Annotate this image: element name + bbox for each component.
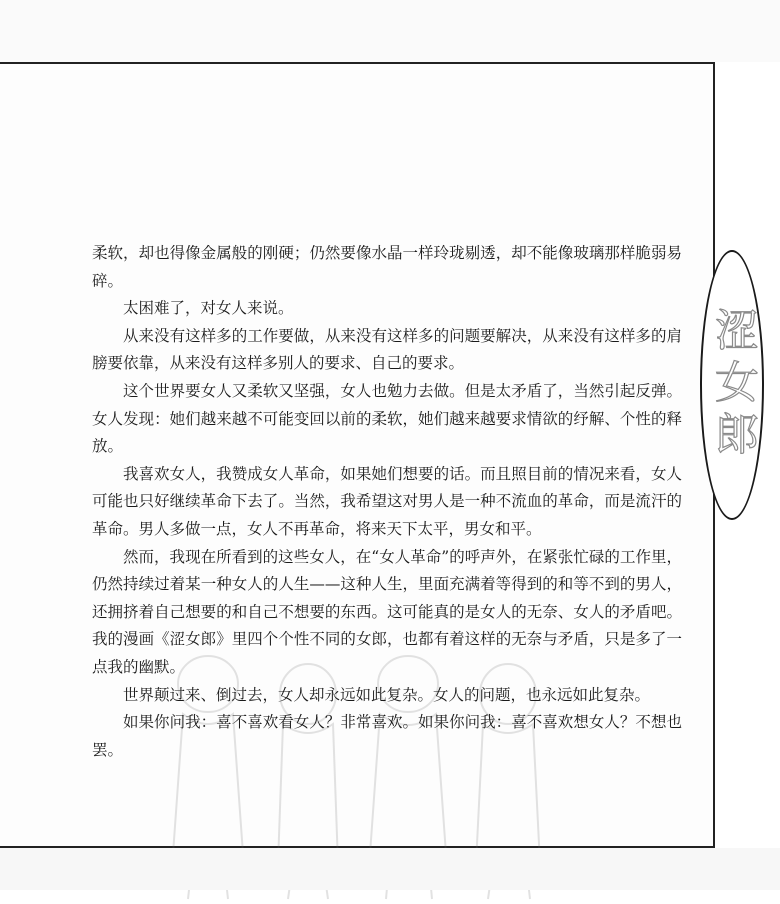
paragraph: 这个世界要女人又柔软又坚强，女人也勉力去做。但是太矛盾了，当然引起反弹。女人发现：她们越来越不可能变回以前的柔软，她们越来越要求情欲的纾解、个性的释放。 [92, 381, 682, 456]
paragraph: 世界颠过来、倒过去，女人却永远如此复杂。女人的问题，也永远如此复杂。 [123, 685, 651, 704]
body-text [92, 240, 682, 764]
side-tab [700, 250, 764, 520]
top-margin [0, 0, 780, 62]
paragraph: 然而，我现在所看到的这些女人，在“女人革命”的呼声外，在紧张忙碌的工作里，仍然持续过着某一种女人的人生——这种人生，里面充满着等得到的和等不到的男人，还拥挤着自己想要的和自己不想要的东西。这可能真的是女人的无奈、女人的矛盾吧。我的漫画《涩女郎》里四个个性不同的女郎，也都有着这样的无奈与矛盾，只是多了一点我的幽默。 [92, 547, 682, 676]
bottom-margin [0, 848, 780, 890]
paragraph: 我喜欢女人，我赞成女人革命，如果她们想要的话。而且照目前的情况来看，女人可能也只好继续革命下去了。当然，我希望这对男人是一种不流血的革命，而是流汗的革命。男人多做一点，女人不再革命，将来天下太平，男女和平。 [92, 464, 682, 538]
paragraph: 柔软，却也得像金属般的刚硬；仍然要像水晶一样玲珑剔透，却不能像玻璃那样脆弱易碎。 [92, 244, 682, 290]
side-tab-title: 涩女郎 [707, 307, 758, 463]
paragraph: 太困难了，对女人来说。 [123, 299, 294, 318]
paragraph: 如果你问我：喜不喜欢看女人？非常喜欢。如果你问我：喜不喜欢想女人？不想也罢。 [92, 713, 682, 759]
paragraph: 从来没有这样多的工作要做，从来没有这样多的问题要解决，从来没有这样多的肩膀要依靠，从来没有这样多别人的要求、自己的要求。 [92, 326, 682, 373]
